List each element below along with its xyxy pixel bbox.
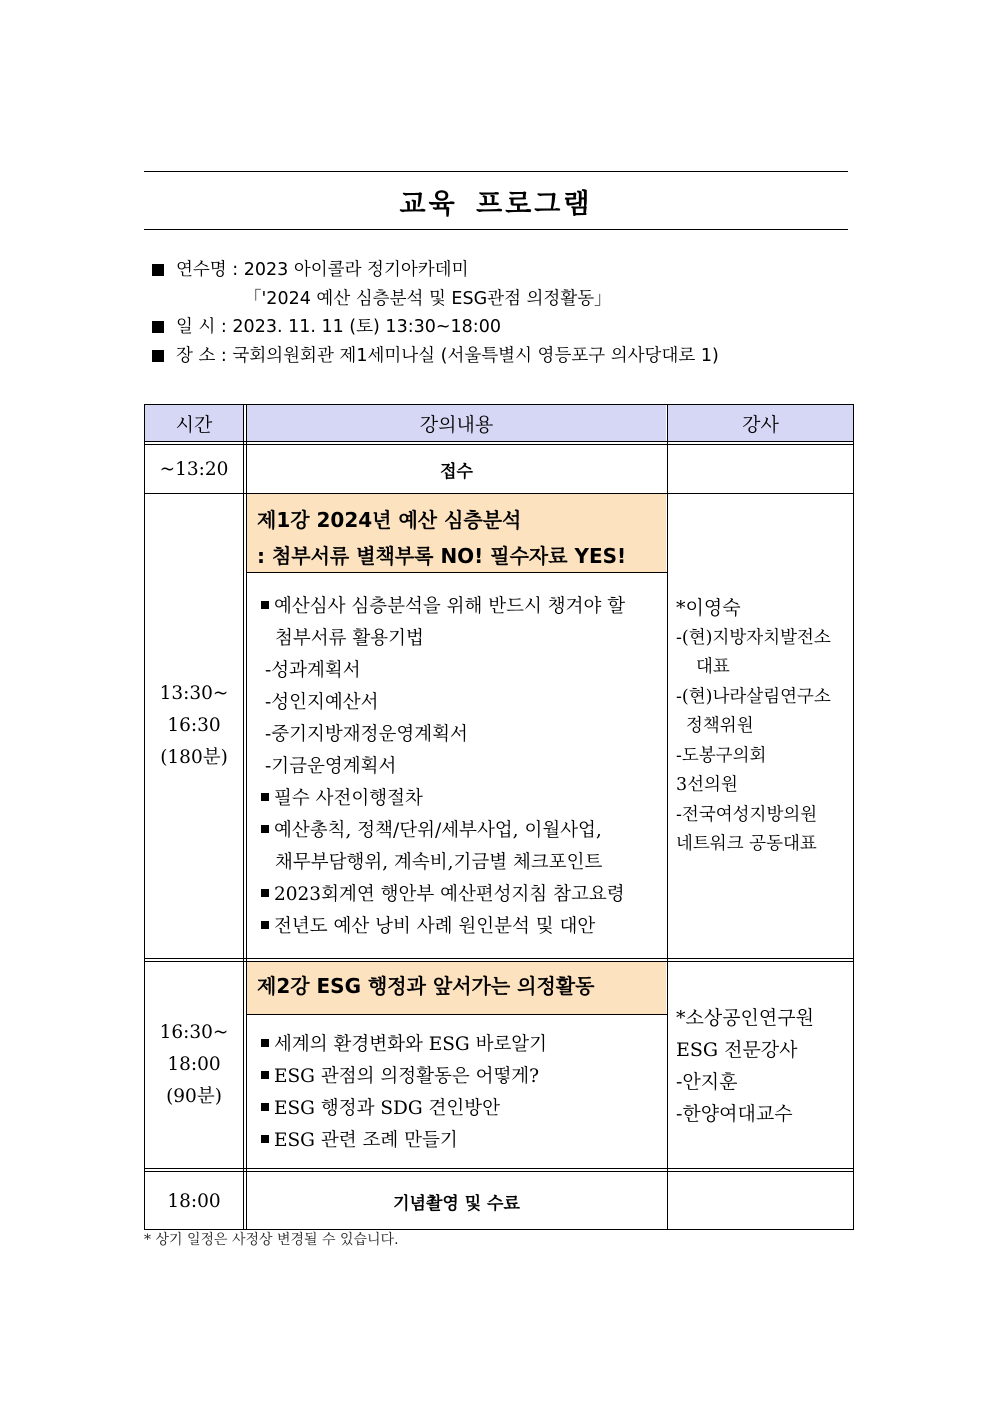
course-name: 2023 아이콜라 정기아카데미 [243, 260, 469, 280]
lecture2-time-start: 16:30~ [159, 1022, 229, 1043]
date-line [152, 313, 719, 342]
lecture1-title [247, 494, 666, 572]
course-subtitle: 「'2024 예산 심층분석 및 ESG관점 의정활동」 [244, 288, 612, 309]
header-time: 시간 [145, 405, 243, 441]
square-bullet-icon [261, 1071, 269, 1079]
header-divider [144, 441, 854, 442]
program-table [144, 404, 854, 1230]
square-bullet-icon [261, 793, 269, 801]
square-bullet-icon [261, 921, 269, 929]
lecture2-title: 제2강 ESG 행정과 앞서가는 의정활동 [247, 962, 666, 1014]
square-bullet-icon [261, 825, 269, 833]
square-bullet-icon [152, 264, 164, 276]
list-item: 전년도 예산 낭비 사례 원인분석 및 대안 [261, 911, 666, 943]
column-divider [243, 404, 244, 1230]
course-info [152, 256, 719, 370]
list-item: -기금운영계획서 [265, 756, 397, 777]
table-border-left [144, 404, 145, 1230]
lecture2-duration: (90분) [166, 1086, 222, 1107]
list-item: ESG 관점의 의정활동은 어떻게? [261, 1061, 666, 1093]
footnote: * 상기 일정은 사정상 변경될 수 있습니다. [144, 1232, 399, 1248]
lecture1-time-start: 13:30~ [159, 683, 229, 704]
column-divider [246, 404, 247, 1230]
header-instructor: 강사 [668, 405, 853, 441]
square-bullet-icon [261, 1103, 269, 1111]
square-bullet-icon [261, 1039, 269, 1047]
place-label: 장 소 : [176, 345, 227, 366]
place-line [152, 342, 719, 371]
lecture2-topics [247, 1029, 666, 1164]
lecture1-instructor: *이영숙 -(현)지방자치발전소 대표 -(현)나라살림연구소 정책위원 -도봉구의회 3선의원 -전국여성지방의원 네트워크 공동대표 [676, 597, 831, 854]
page-title: 교육 프로그램 [399, 189, 593, 220]
lecture1-topics [247, 591, 666, 951]
list-item: -중기지방재정운영계획서 [265, 724, 468, 745]
reception-content: 접수 [440, 462, 473, 482]
list-item: 채무부담행위, 계속비,기금별 체크포인트 [275, 852, 603, 873]
date-label: 일 시 : [176, 317, 227, 337]
header-content: 강의내용 [247, 405, 666, 441]
column-divider [667, 404, 668, 1230]
list-item: 필수 사전이행절차 [261, 783, 666, 815]
closing-instructor [668, 1174, 853, 1229]
table-border-top [144, 404, 854, 405]
list-item: -성인지예산서 [265, 692, 379, 713]
square-bullet-icon [261, 889, 269, 897]
list-item: 첨부서류 활용기법 [275, 628, 424, 649]
list-item: ESG 관련 조례 만들기 [261, 1125, 666, 1157]
lecture2-instructor: *소상공인연구원 ESG 전문강사 -안지훈 -한양여대교수 [676, 1007, 814, 1125]
list-item: 2023회계연 행안부 예산편성지침 참고요령 [261, 879, 666, 911]
lecture2-title-divider [246, 1014, 667, 1015]
lecture1-title-divider [246, 572, 667, 573]
title-top-rule [144, 171, 848, 172]
title-bottom-rule [144, 229, 848, 230]
lecture1-title-line2: : 첨부서류 별책부록 NO! 필수자료 YES! [257, 544, 627, 568]
row-divider [144, 1171, 854, 1172]
table-border-right [853, 404, 854, 1230]
row-divider [144, 1168, 854, 1169]
lecture1-time [145, 494, 243, 958]
closing-content: 기념촬영 및 수료 [393, 1194, 520, 1214]
course-name-line [152, 256, 719, 285]
row-divider [144, 961, 854, 962]
header-divider [144, 444, 854, 445]
lecture1-duration: (180분) [160, 747, 228, 768]
square-bullet-icon [261, 1135, 269, 1143]
row-divider [144, 493, 854, 494]
course-label: 연수명 : [176, 260, 239, 280]
reception-instructor [668, 446, 853, 493]
square-bullet-icon [152, 321, 164, 333]
list-item: 예산심사 심층분석을 위해 반드시 챙겨야 할 [261, 591, 666, 623]
place-value: 국회의원회관 제1세미나실 (서울특별시 영등포구 의사당대로 1) [232, 345, 719, 366]
list-item: -성과계획서 [265, 660, 361, 681]
list-item: 세계의 환경변화와 ESG 바로알기 [261, 1029, 666, 1061]
date-value: 2023. 11. 11 (토) 13:30~18:00 [232, 317, 501, 337]
lecture1-time-end: 16:30 [167, 715, 221, 736]
square-bullet-icon [261, 601, 269, 609]
closing-time: 18:00 [167, 1190, 221, 1212]
lecture2-time [145, 962, 243, 1168]
lecture1-title-line1: 제1강 2024년 예산 심층분석 [257, 508, 522, 532]
list-item: ESG 행정과 SDG 견인방안 [261, 1093, 666, 1125]
reception-time: ~13:20 [159, 458, 229, 480]
list-item: 예산총칙, 정책/단위/세부사업, 이월사업, [261, 815, 666, 847]
lecture2-time-end: 18:00 [167, 1054, 221, 1075]
square-bullet-icon [152, 350, 164, 362]
row-divider [144, 958, 854, 959]
